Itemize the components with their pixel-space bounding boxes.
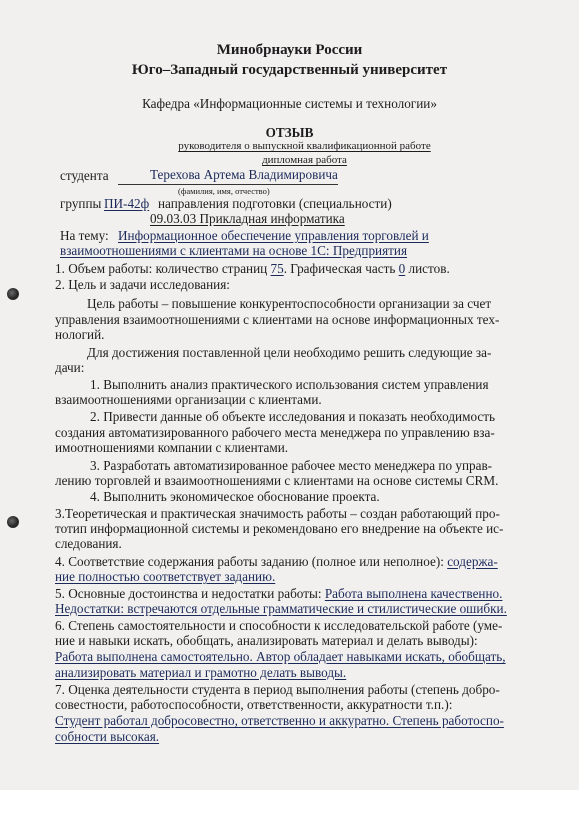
work-type: дипломная работа bbox=[262, 154, 347, 166]
graphic-sheets: 0 bbox=[398, 261, 406, 276]
group-label: группы bbox=[60, 196, 102, 211]
task-4: 4. Выполнить экономическое обоснование проекта. bbox=[90, 489, 380, 504]
topic-line-2: взаимоотношениями с клиентами на основе 1С: Предприятия bbox=[60, 243, 408, 258]
item-7-answer: Студент работал добросовестно, ответственно и аккуратно. Степень работоспо- bbox=[55, 713, 504, 728]
task-3: лению торговлей и взаимоотношениями с клиентами на основе системы CRM. bbox=[55, 473, 499, 488]
name-hint: (фамилия, имя, отчество) bbox=[178, 186, 270, 196]
task-1: 1. Выполнить анализ практического использования систем управления bbox=[90, 377, 489, 392]
punch-hole bbox=[7, 288, 19, 300]
topic-label: На тему: bbox=[60, 228, 109, 243]
task-1: взаимоотношениями организации с клиентами. bbox=[55, 392, 322, 407]
pages-count: 75 bbox=[270, 261, 284, 276]
group-value: ПИ-42ф bbox=[104, 196, 150, 211]
item-6: 6. Степень самостоятельности и способности к исследовательской работе (уме- bbox=[55, 618, 503, 633]
item-6: ние и навыки искать, обобщать, анализировать материал и делать выводы): bbox=[55, 633, 478, 648]
goal-line: нологий. bbox=[55, 327, 105, 342]
direction-value: 09.03.03 Прикладная информатика bbox=[150, 211, 345, 226]
item-2: 2. Цель и задачи исследования: bbox=[55, 277, 230, 292]
task-2: создания автоматизированного рабочего места менеджера по управлению вза- bbox=[55, 425, 495, 440]
item-5-answer: Недостатки: встречаются отдельные грамматические и стилистические ошибки. bbox=[55, 601, 507, 616]
item-6-answer: анализировать материал и грамотно делать выводы. bbox=[55, 665, 347, 680]
document-subtitle: руководителя о выпускной квалификационной работе bbox=[178, 140, 431, 152]
item-4-answer: ние полностью соответствует заданию. bbox=[55, 569, 276, 584]
task-2: имоотношениями компании с клиентами. bbox=[55, 440, 289, 455]
punch-hole bbox=[7, 516, 19, 528]
document-title: ОТЗЫВ bbox=[265, 125, 314, 140]
item-4: 4. Соответствие содержания работы заданию (полное или неполное): содержа- bbox=[55, 554, 498, 569]
department-heading: Кафедра «Информационные системы и технологии» bbox=[142, 96, 437, 111]
task-3: 3. Разработать автоматизированное рабочее место менеджера по управ- bbox=[90, 458, 493, 473]
item-7-answer: собности высокая. bbox=[55, 729, 160, 744]
item-6-answer: Работа выполнена самостоятельно. Автор обладает навыками искать, обобщать, bbox=[55, 649, 506, 664]
item-7: 7. Оценка деятельности студента в период выполнения работы (степень добро- bbox=[55, 682, 500, 697]
tasks-intro: Для достижения поставленной цели необходимо решить следующие за- bbox=[87, 345, 492, 360]
topic-line-1: Информационное обеспечение управления торговлей и bbox=[118, 228, 429, 243]
task-2: 2. Привести данные об объекте исследования и показать необходимость bbox=[90, 409, 495, 424]
item-3: 3.Теоретическая и практическая значимость работы – создан работающий про- bbox=[55, 506, 500, 521]
item-3: тотип информационной системы и рекомендовано его внедрение на объекте ис- bbox=[55, 521, 504, 536]
ministry-heading: Минобрнауки России bbox=[216, 42, 363, 58]
item-7: совестности, работоспособности, ответственности, аккуратности т.п.): bbox=[55, 697, 453, 712]
student-name: Терехова Артема Владимировича bbox=[150, 167, 338, 182]
goal-line: Цель работы – повышение конкурентоспособности организации за счет bbox=[87, 296, 492, 311]
item-1: 1. Объем работы: количество страниц 75. Графическая часть 0 листов. bbox=[55, 261, 450, 276]
direction-label: направления подготовки (специальности) bbox=[158, 196, 392, 211]
university-heading: Юго–Западный государственный университет bbox=[131, 62, 448, 78]
goal-line: управления взаимоотношениями с клиентами на основе информационных тех- bbox=[55, 312, 500, 327]
item-5: 5. Основные достоинства и недостатки работы: Работа выполнена качественно. bbox=[55, 586, 503, 601]
student-label: студента bbox=[60, 168, 109, 183]
page-bottom-margin bbox=[0, 790, 579, 819]
tasks-intro: дачи: bbox=[55, 360, 85, 375]
item-3: следования. bbox=[55, 536, 122, 551]
